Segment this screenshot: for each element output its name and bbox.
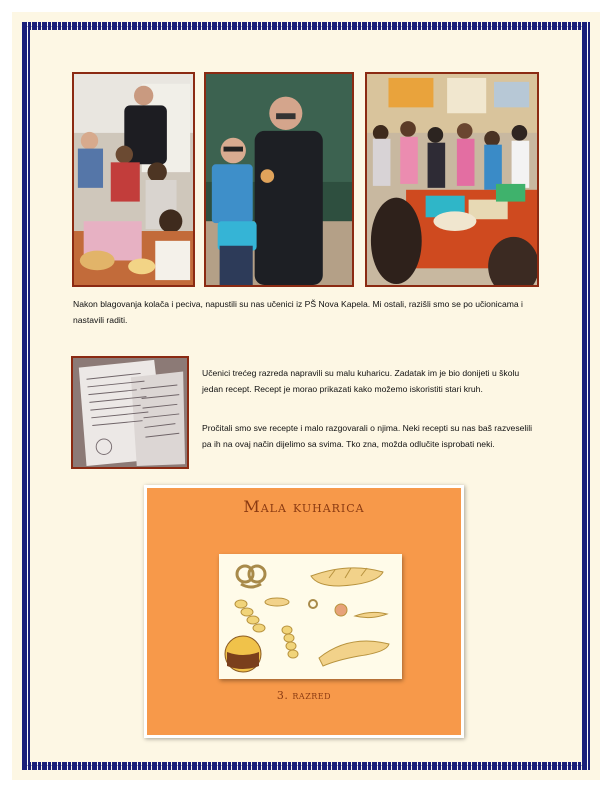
reading-paragraph: Pročitali smo sve recepte i malo razgovarali o njima. Neki recepti su nas baš razveselili pa ih na ovaj način dijelimo sa svima. Tko zna, možda odlučite isprobati neki. <box>202 423 533 449</box>
cookbook-cover <box>144 485 464 738</box>
cookbook-paragraph: Učenici trećeg razreda napravili su malu kuharicu. Zadatak im je bio donijeti u školu jedan recept. Recept je morao prikazati kako možemo iskoristiti stari kruh. <box>202 368 520 394</box>
cover-subtitle: 3. razred <box>276 689 332 702</box>
photo-children-at-table <box>72 72 195 287</box>
photo-handwritten-recipes <box>71 356 189 469</box>
photo-classroom-party <box>365 72 539 287</box>
bread-drawing <box>219 554 402 679</box>
intro-paragraph: Nakon blagovanja kolača i peciva, napustili su nas učenici iz PŠ Nova Kapela. Mi ostali, razišli smo se po učionicama i nastavili raditi. <box>73 299 523 325</box>
cover-title: Mala kuharica <box>243 497 365 516</box>
photo-boy-and-man-with-cookie <box>204 72 354 287</box>
